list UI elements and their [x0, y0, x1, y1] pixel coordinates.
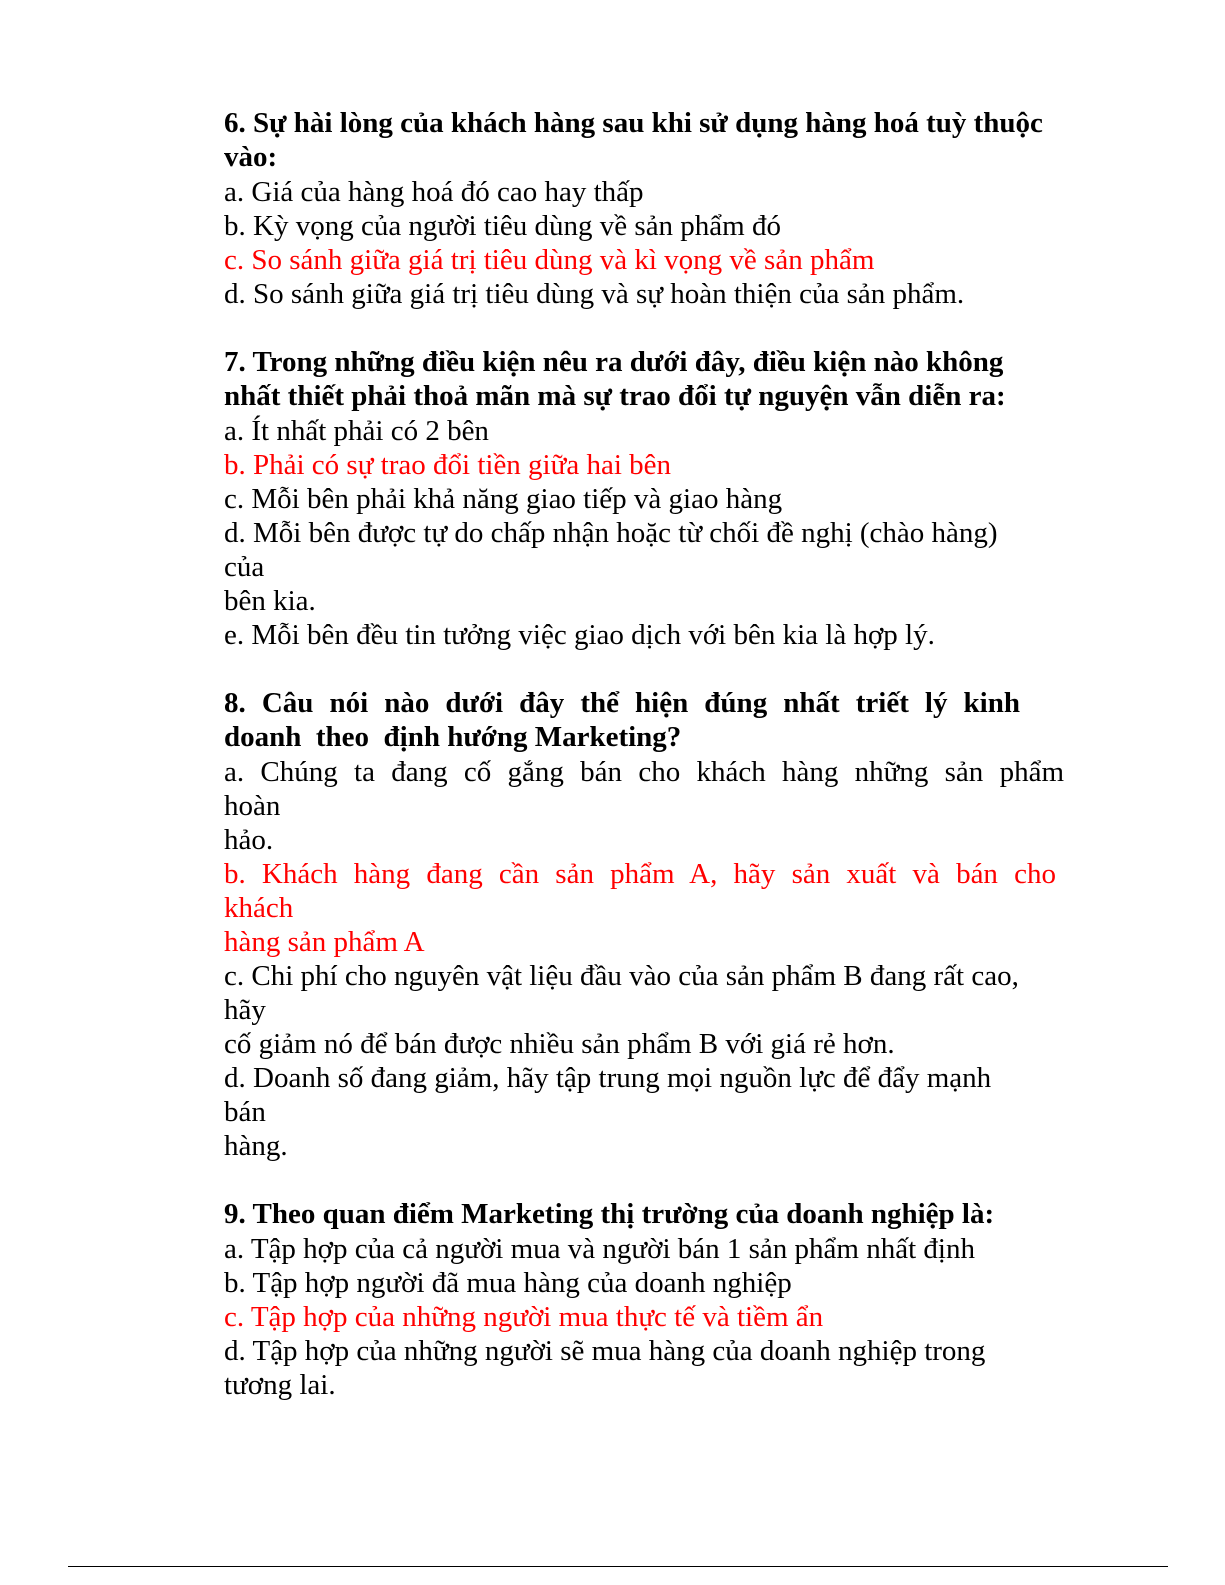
option-line: bên kia. — [224, 585, 316, 617]
option-line: hãy — [224, 994, 266, 1026]
question-title-line: vào: — [224, 141, 278, 173]
option-line: b. Kỳ vọng của người tiêu dùng về sản phẩm đó — [224, 210, 781, 242]
answer-option-d — [224, 516, 1074, 618]
option-line: hảo. — [224, 824, 274, 856]
question-title — [224, 345, 1074, 413]
option-line: d. Doanh số đang giảm, hãy tập trung mọi nguồn lực để đẩy mạnh — [224, 1062, 992, 1094]
question-title — [224, 106, 1074, 174]
option-line: a. Tập hợp của cả người mua và người bán 1 sản phẩm nhất định — [224, 1233, 975, 1265]
question-title-line: 6. Sự hài lòng của khách hàng sau khi sử dụng hàng hoá tuỳ thuộc — [224, 107, 1043, 139]
option-line: hàng sản phẩm A — [224, 926, 425, 958]
answer-option-a — [224, 175, 1074, 209]
answer-option-c — [224, 959, 1074, 1061]
answer-option-c-correct — [224, 1300, 1074, 1334]
question-9 — [224, 1197, 1074, 1402]
option-line: e. Mỗi bên đều tin tưởng việc giao dịch với bên kia là hợp lý. — [224, 619, 935, 651]
question-6 — [224, 106, 1074, 311]
option-line: d. Tập hợp của những người sẽ mua hàng của doanh nghiệp trong — [224, 1335, 986, 1367]
option-line: hoàn — [224, 790, 281, 822]
question-title-line: 7. Trong những điều kiện nêu ra dưới đây, điều kiện nào không — [224, 346, 1004, 378]
answer-option-d — [224, 277, 1074, 311]
answer-option-c-correct — [224, 243, 1074, 277]
option-line: a. Chúng ta đang cố gắng bán cho khách hàng những sản phẩm — [224, 756, 1064, 788]
question-title-line: 8. Câu nói nào dưới đây thể hiện đúng nhất triết lý kinh — [224, 687, 1020, 719]
option-line: tương lai. — [224, 1369, 336, 1401]
question-title — [224, 686, 1074, 754]
option-line: bán — [224, 1096, 266, 1128]
option-line: của — [224, 551, 265, 583]
question-title — [224, 1197, 1074, 1231]
answer-option-d — [224, 1061, 1074, 1163]
option-line: d. So sánh giữa giá trị tiêu dùng và sự hoàn thiện của sản phẩm. — [224, 278, 965, 310]
question-7 — [224, 345, 1074, 652]
option-line: c. So sánh giữa giá trị tiêu dùng và kì vọng về sản phẩm — [224, 244, 875, 276]
question-title-line: 9. Theo quan điểm Marketing thị trường của doanh nghiệp là: — [224, 1198, 995, 1230]
option-line: c. Tập hợp của những người mua thực tế và tiềm ẩn — [224, 1301, 824, 1333]
option-line: cố giảm nó để bán được nhiều sản phẩm B với giá rẻ hơn. — [224, 1028, 895, 1060]
question-title-line: doanh theo định hướng Marketing? — [224, 721, 682, 753]
answer-option-a — [224, 414, 1074, 448]
answer-option-b-correct — [224, 857, 1074, 959]
quiz-content — [224, 106, 1074, 1436]
option-line: d. Mỗi bên được tự do chấp nhận hoặc từ chối đề nghị (chào hàng) — [224, 517, 998, 549]
answer-option-c — [224, 482, 1074, 516]
option-line: c. Chi phí cho nguyên vật liệu đầu vào của sản phẩm B đang rất cao, — [224, 960, 1019, 992]
option-line: b. Tập hợp người đã mua hàng của doanh nghiệp — [224, 1267, 792, 1299]
option-line: a. Ít nhất phải có 2 bên — [224, 415, 489, 447]
answer-option-b-correct — [224, 448, 1074, 482]
answer-option-d — [224, 1334, 1074, 1402]
option-line: b. Khách hàng đang cần sản phẩm A, hãy sản xuất và bán cho — [224, 858, 1056, 890]
answer-option-e — [224, 618, 1074, 652]
answer-option-b — [224, 209, 1074, 243]
question-title-line: nhất thiết phải thoả mãn mà sự trao đổi tự nguyện vẫn diễn ra: — [224, 380, 1006, 412]
option-line: c. Mỗi bên phải khả năng giao tiếp và giao hàng — [224, 483, 783, 515]
question-8 — [224, 686, 1074, 1163]
option-line: hàng. — [224, 1130, 288, 1162]
option-line: khách — [224, 892, 294, 924]
page-bottom-divider — [68, 1566, 1168, 1567]
answer-option-a — [224, 1232, 1074, 1266]
option-line: a. Giá của hàng hoá đó cao hay thấp — [224, 176, 644, 208]
answer-option-a — [224, 755, 1074, 857]
answer-option-b — [224, 1266, 1074, 1300]
option-line: b. Phải có sự trao đổi tiền giữa hai bên — [224, 449, 672, 481]
